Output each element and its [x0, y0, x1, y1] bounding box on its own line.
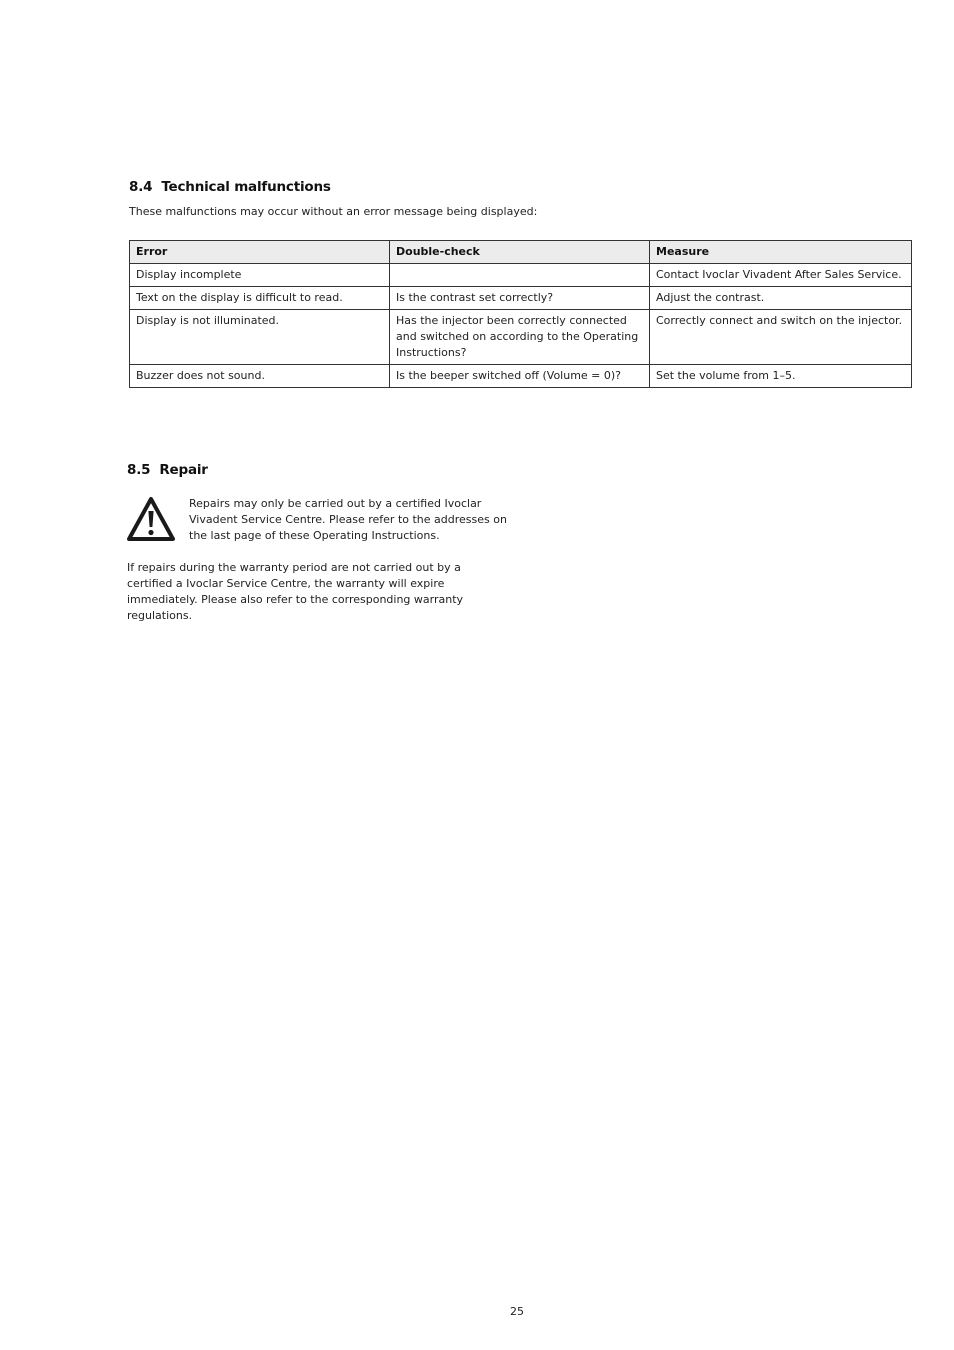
table-cell: Text on the display is difficult to read.	[130, 287, 390, 310]
table-cell: Contact Ivoclar Vivadent After Sales Service.	[650, 264, 912, 287]
page-number: 25	[510, 1305, 524, 1318]
section-intro: These malfunctions may occur without an error message being displayed:	[129, 205, 538, 218]
table-row	[130, 264, 912, 287]
section-number: 8.4	[129, 179, 153, 195]
table-cell: Adjust the contrast.	[650, 287, 912, 310]
section-heading-8-5	[127, 462, 208, 478]
section-title: Technical malfunctions	[161, 179, 331, 195]
table-row	[130, 310, 912, 365]
table-cell: Display incomplete	[130, 264, 390, 287]
table-cell: Correctly connect and switch on the injector.	[650, 310, 912, 365]
warranty-paragraph: If repairs during the warranty period are not carried out by a certified a Ivoclar Service Centre, the warranty will expire immediately. Please also refer to the corresponding warranty regulations.	[127, 561, 464, 622]
column-header-double-check: Double-check	[390, 241, 650, 264]
table-cell: Is the contrast set correctly?	[390, 287, 650, 310]
malfunctions-table	[129, 240, 912, 388]
table-cell: Set the volume from 1–5.	[650, 365, 912, 388]
table-cell: Buzzer does not sound.	[130, 365, 390, 388]
column-header-measure: Measure	[650, 241, 912, 264]
table-cell: Is the beeper switched off (Volume = 0)?	[390, 365, 650, 388]
table-row	[130, 287, 912, 310]
warning-triangle-icon	[126, 496, 176, 542]
table-row	[130, 365, 912, 388]
table-cell: Has the injector been correctly connected and switched on according to the Operating Instructions?	[390, 310, 650, 365]
table-cell: Display is not illuminated.	[130, 310, 390, 365]
column-header-error: Error	[130, 241, 390, 264]
section-heading-8-4	[129, 179, 331, 195]
section-number: 8.5	[127, 462, 151, 478]
table-cell	[390, 264, 650, 287]
section-title: Repair	[159, 462, 208, 478]
warning-text: Repairs may only be carried out by a certified Ivoclar Vivadent Service Centre. Please refer to the addresses on the last page of these Operating Instructions.	[189, 497, 507, 542]
table-header-row	[130, 241, 912, 264]
